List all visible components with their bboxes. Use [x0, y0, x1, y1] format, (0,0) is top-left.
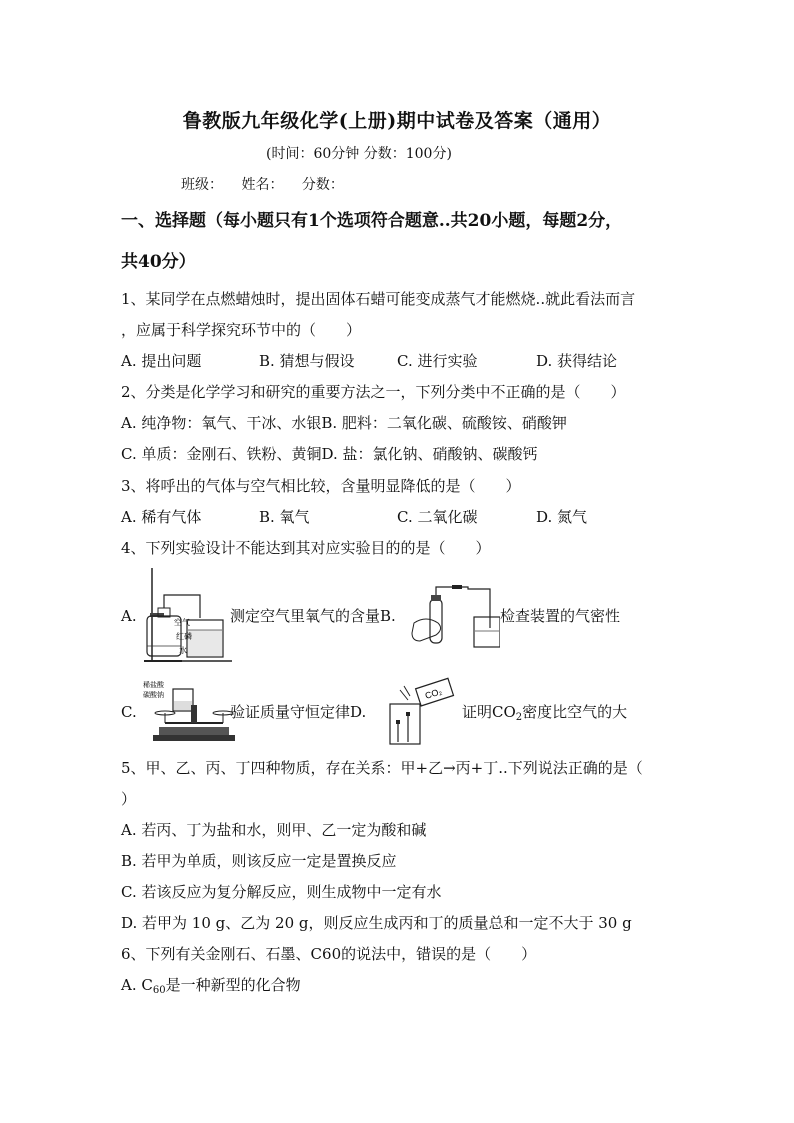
q4-option-c-text: 验证质量守恒定律D.	[230, 703, 367, 721]
q6-option-a-pre: A. C	[121, 976, 153, 994]
q4-option-a-text: 测定空气里氧气的含量B.	[230, 607, 396, 625]
q6-stem: 6、下列有关金刚石、石墨、C60的说法中，错误的是（ ）	[121, 945, 537, 963]
student-info-fields	[181, 175, 358, 195]
co2-density-apparatus-image	[382, 676, 462, 746]
q1-stem-line2: ，应属于科学探究环节中的（ ）	[121, 321, 362, 339]
fig-c-acid-label: 稀盐酸	[143, 682, 164, 689]
q4-option-d-pre: 证明CO	[462, 703, 516, 721]
q2-options-ab: A. 纯净物：氧气、干冰、水银B. 肥料：二氧化碳、硫酸铵、硝酸钾	[121, 414, 567, 432]
fig-a-air-label: 空气	[174, 618, 190, 627]
airtightness-apparatus-image	[408, 583, 500, 653]
q1-option-d: D. 获得结论	[536, 352, 618, 370]
score-field: 分数：	[301, 177, 344, 193]
exam-time-score: (时间：60分钟 分数：100分)	[266, 146, 452, 162]
section-heading-line1: 一、选择题（每小题只有1个选项符合题意..共20小题，每题2分，	[121, 211, 623, 231]
class-field: 班级：	[181, 177, 223, 193]
q6-option-a-post: 是一种新型的化合物	[165, 976, 301, 994]
q4-option-d-sub: 2	[515, 712, 523, 723]
q5-option-d: D. 若甲为 10 g、乙为 20 g，则反应生成丙和丁的质量总和一定不大于 30 g	[121, 914, 632, 932]
q3-stem: 3、将呼出的气体与空气相比较，含量明显降低的是（ ）	[121, 477, 521, 495]
q3-option-c: C. 二氧化碳	[397, 508, 478, 526]
section-heading-line2: 共40分）	[121, 252, 196, 272]
fig-a-water-label: 水	[179, 646, 187, 655]
q3-option-b: B. 氧气	[259, 508, 310, 526]
q4-stem: 4、下列实验设计不能达到其对应实验目的的是（ ）	[121, 539, 491, 557]
fig-a-phosphorus-label: 红磷	[176, 632, 192, 641]
name-field: 姓名：	[241, 177, 284, 193]
q5-stem-line2: ）	[121, 790, 137, 808]
mass-conservation-balance-image	[143, 679, 235, 745]
q1-option-a: A. 提出问题	[121, 352, 202, 370]
q1-option-c: C. 进行实验	[397, 352, 478, 370]
q3-option-d: D. 氮气	[536, 508, 588, 526]
q5-option-c: C. 若该反应为复分解反应，则生成物中一定有水	[121, 883, 442, 901]
q6-option-a-sub: 60	[152, 985, 166, 996]
q1-stem-line1: 1、某同学在点燃蜡烛时，提出固体石蜡可能变成蒸气才能燃烧..就此看法而言	[121, 290, 636, 308]
q4-option-b-text: 检查装置的气密性	[500, 607, 621, 625]
q4-option-a-letter: A.	[121, 607, 137, 625]
oxygen-content-apparatus-image	[142, 568, 236, 664]
q1-option-b: B. 猜想与假设	[259, 352, 355, 370]
q3-option-a: A. 稀有气体	[121, 508, 202, 526]
q4-option-c-letter: C.	[121, 703, 137, 721]
fig-d-co2-label: CO₂	[423, 686, 444, 701]
q2-options-cd: C. 单质：金刚石、铁粉、黄铜D. 盐：氯化钠、硝酸钠、碳酸钙	[121, 445, 538, 463]
q2-stem: 2、分类是化学学习和研究的重要方法之一，下列分类中不正确的是（ ）	[121, 383, 626, 401]
page-title: 鲁教版九年级化学(上册)期中试卷及答案（通用）	[182, 110, 612, 132]
fig-c-carbonate-label: 碳酸钠	[143, 692, 164, 699]
q5-option-a: A. 若丙、丁为盐和水，则甲、乙一定为酸和碱	[121, 821, 427, 839]
q4-option-d-text	[462, 702, 627, 728]
q4-option-d-post: 密度比空气的大	[522, 703, 628, 721]
q5-stem-line1: 5、甲、乙、丙、丁四种物质，存在关系：甲+乙→丙+丁..下列说法正确的是（	[121, 759, 643, 777]
q6-option-a	[121, 975, 301, 1001]
q5-option-b: B. 若甲为单质，则该反应一定是置换反应	[121, 852, 397, 870]
